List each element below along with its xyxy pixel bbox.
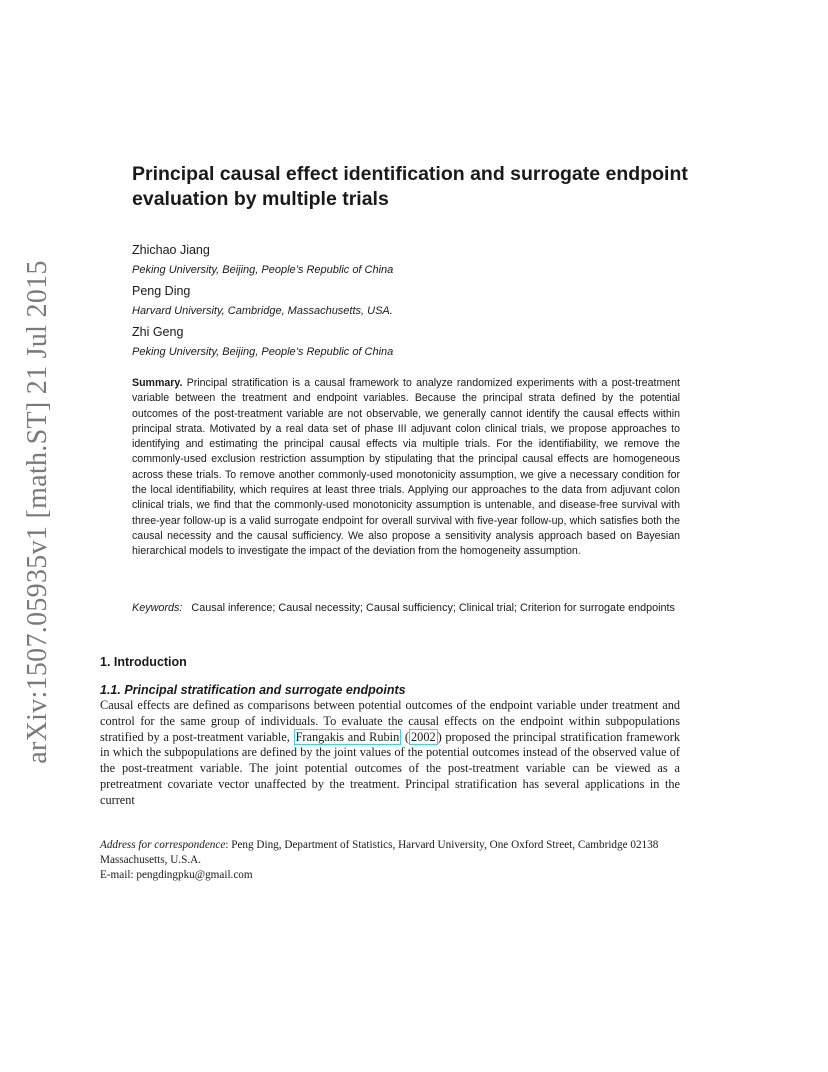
keywords-label: Keywords:	[132, 602, 183, 614]
correspondence-address	[100, 838, 680, 868]
address-label: Address for correspondence	[100, 839, 226, 851]
keywords-text: Causal inference; Causal necessity; Causal sufficiency; Clinical trial; Criterion for surrogate endpoints	[191, 602, 675, 614]
author-affiliation: Harvard University, Cambridge, Massachusetts, USA.	[132, 305, 393, 317]
author-name: Peng Ding	[132, 284, 191, 298]
arxiv-sidebar	[0, 0, 70, 1072]
author-affiliation: Peking University, Beijing, People’s Republic of China	[132, 346, 394, 358]
correspondence-email: E-mail: pengdingpku@gmail.com	[100, 869, 253, 881]
body-text-part: Causal effects are defined as comparisons between potential outcomes of the endpoint variable under treatment and control for the same group of individuals. To evaluate the causal effects on the endpoint within subpopulations stratified by a post-treatment variable,	[100, 698, 680, 744]
arxiv-identifier[interactable]: arXiv:1507.05935v1 [math.ST] 21 Jul 2015	[22, 260, 53, 764]
abstract-label: Summary.	[132, 377, 183, 389]
author-list	[132, 240, 692, 363]
paper-title: Principal causal effect identification and surrogate endpoint evaluation by multiple trials	[132, 163, 688, 210]
subsection-heading: 1.1. Principal stratification and surrogate endpoints	[100, 683, 406, 697]
author-name: Zhi Geng	[132, 325, 184, 339]
correspondence-footnote	[100, 838, 680, 883]
citation-link-author[interactable]: Frangakis and Rubin	[295, 729, 400, 744]
author-name: Zhichao Jiang	[132, 243, 210, 257]
citation-link-year[interactable]: 2002	[411, 729, 436, 744]
abstract-text: Principal stratification is a causal framework to analyze randomized experiments with a post-treatment variable between the treatment and endpoint variables. Because the principal strata defined by the potential outcomes of the post-treatment variable are not observable, we generally cannot identify the causal effects within principal strata. Motivated by a real data set of phase III adjuvant colon clinical trials, we propose approaches to identifying and estimating the principal causal effects via multiple trials. For the identifiability, we remove the commonly-used exclusion restriction assumption by stipulating that the principal causal effects are homogeneous across these trials. To remove another commonly-used monotonicity assumption, we give a necessary condition for the local identifiability, which requires at least three trials. Applying our approaches to the data from adjuvant colon clinical trials, we find that the commonly-used monotonicity assumption is untenable, and disease-free survival with three-year follow-up is a valid surrogate endpoint for overall survival with five-year follow-up, which satisfies both the causal necessity and the causal sufficiency. We also propose a sensitivity analysis approach based on Bayesian hierarchical models to investigate the impact of the deviation from the homogeneity assumption.	[132, 377, 680, 558]
section-heading: 1. Introduction	[100, 655, 187, 669]
body-paragraph: Causal effects are defined as comparisons between potential outcomes of the endpoint variable under treatment and control for the same group of individuals. To evaluate the causal effects on the endpoint within subpopulations stratified by a post-treatment variable, Frangakis and Rubin ( 2002 ) proposed the principal stratification framework in which the subpopulations are defined by the joint values of the potential outcomes instead of the observed value of the post-treatment variable. The joint potential outcomes of the post-treatment variable can be viewed as a pretreatment covariate vector unaffected by the treatment. Principal stratification has several applications in the current	[100, 698, 680, 807]
abstract	[132, 376, 680, 560]
keywords	[132, 601, 680, 617]
address-text: : Peng Ding, Department of Statistics, Harvard University, One Oxford Street, Cambridge 02138 Massachusetts, U.S.A.	[100, 839, 659, 866]
author-affiliation: Peking University, Beijing, People’s Republic of China	[132, 264, 394, 276]
body-text-part: proposed the principal stratification framework in which the subpopulations are defined by the joint values of the potential outcomes instead of the observed value of the post-treatment variable. The joint potential outcomes of the post-treatment variable can be viewed as a pretreatment covariate vector unaffected by the treatment. Principal stratification has several applications in the current	[100, 729, 680, 807]
